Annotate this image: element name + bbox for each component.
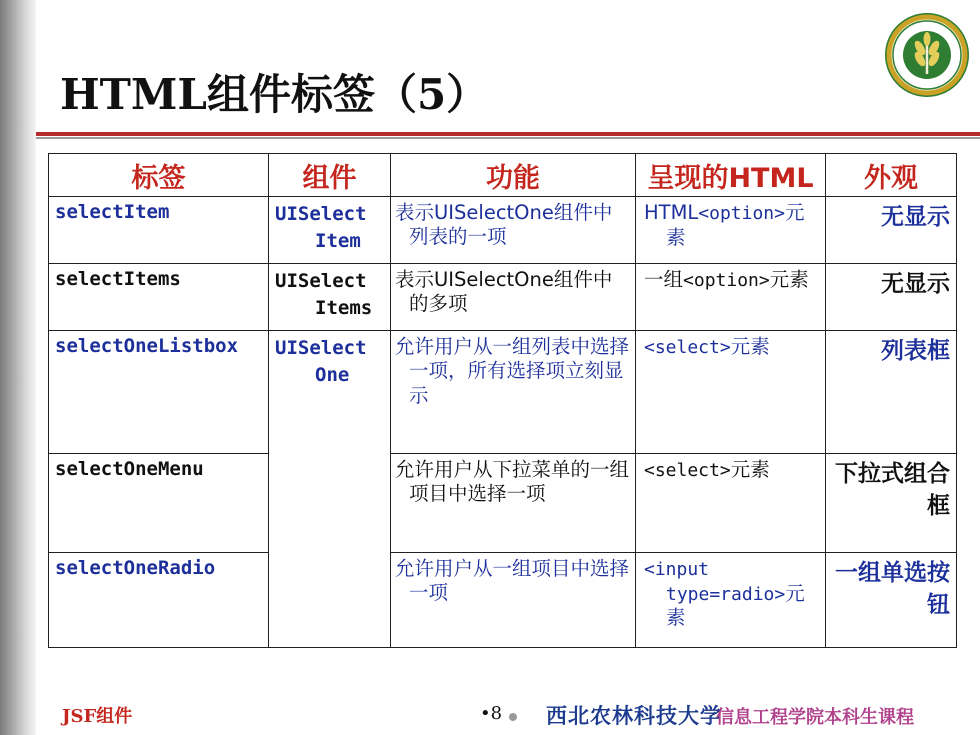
html-cell (636, 454, 826, 553)
html-code: <select> (644, 460, 731, 481)
table-header-row (49, 154, 957, 197)
html-code: <option> (698, 203, 785, 224)
html-suffix: 元素 (666, 201, 805, 249)
html-suffix: 元素 (769, 268, 809, 291)
tag-cell: selectOneListbox (49, 331, 269, 454)
tag-cell: selectOneRadio (49, 553, 269, 648)
function-cell: 允许用户从一组项目中选择一项 (391, 553, 636, 648)
header-html: 呈现的HTML (636, 154, 826, 197)
html-cell (636, 197, 826, 264)
html-prefix: HTML (644, 201, 699, 224)
title-rule-gray (36, 137, 980, 139)
header-look: 外观 (826, 154, 957, 197)
html-code: <option> (683, 270, 770, 291)
look-cell: 下拉式组合框 (826, 454, 957, 553)
left-gradient-bar (0, 0, 36, 735)
footer-school-name: 西北农林科技大学 (546, 703, 722, 728)
footer-dot-icon (509, 713, 517, 721)
component-line-2: One (315, 363, 350, 386)
look-cell: 列表框 (826, 331, 957, 454)
header-tag: 标签 (49, 154, 269, 197)
function-cell: 允许用户从下拉菜单的一组项目中选择一项 (391, 454, 636, 553)
component-cell (269, 331, 391, 648)
look-cell: 一组单选按钮 (826, 553, 957, 648)
table-row (49, 331, 957, 454)
html-suffix: 元素 (666, 581, 805, 629)
look-cell: 无显示 (826, 264, 957, 331)
table-row (49, 197, 957, 264)
component-line-1: UISelect (275, 203, 367, 225)
university-emblem-wheat-icon (884, 12, 970, 98)
html-suffix: 元素 (730, 335, 770, 358)
header-component: 组件 (269, 154, 391, 197)
footer-course-name: 信息工程学院本科生课程 (716, 707, 914, 728)
html-suffix: 元素 (730, 458, 770, 481)
html-code: <input type=radio> (644, 559, 786, 605)
title-rule-red (36, 132, 980, 136)
component-cell (269, 197, 391, 264)
component-tag-table (48, 153, 957, 648)
html-code: <select> (644, 337, 731, 358)
html-cell (636, 331, 826, 454)
footer-course-topic: JSF组件 (62, 706, 133, 727)
tag-cell: selectOneMenu (49, 454, 269, 553)
table-row (49, 553, 957, 648)
html-cell (636, 553, 826, 648)
function-cell: 表示UISelectOne组件中列表的一项 (391, 197, 636, 264)
tag-cell: selectItem (49, 197, 269, 264)
component-line-1: UISelect (275, 270, 367, 292)
html-cell (636, 264, 826, 331)
table-row (49, 264, 957, 331)
footer-page-number: •8 (480, 703, 503, 724)
function-cell: 允许用户从一组列表中选择一项，所有选择项立刻显示 (391, 331, 636, 454)
page-title: HTML组件标签（5） (60, 70, 489, 119)
header-function: 功能 (391, 154, 636, 197)
component-line-2: Items (315, 296, 373, 319)
function-cell: 表示UISelectOne组件中的多项 (391, 264, 636, 331)
component-cell (269, 264, 391, 331)
component-line-2: Item (315, 229, 361, 252)
look-cell: 无显示 (826, 197, 957, 264)
tag-cell: selectItems (49, 264, 269, 331)
component-line-1: UISelect (275, 337, 367, 359)
table-row (49, 454, 957, 553)
html-prefix: 一组 (644, 268, 684, 291)
